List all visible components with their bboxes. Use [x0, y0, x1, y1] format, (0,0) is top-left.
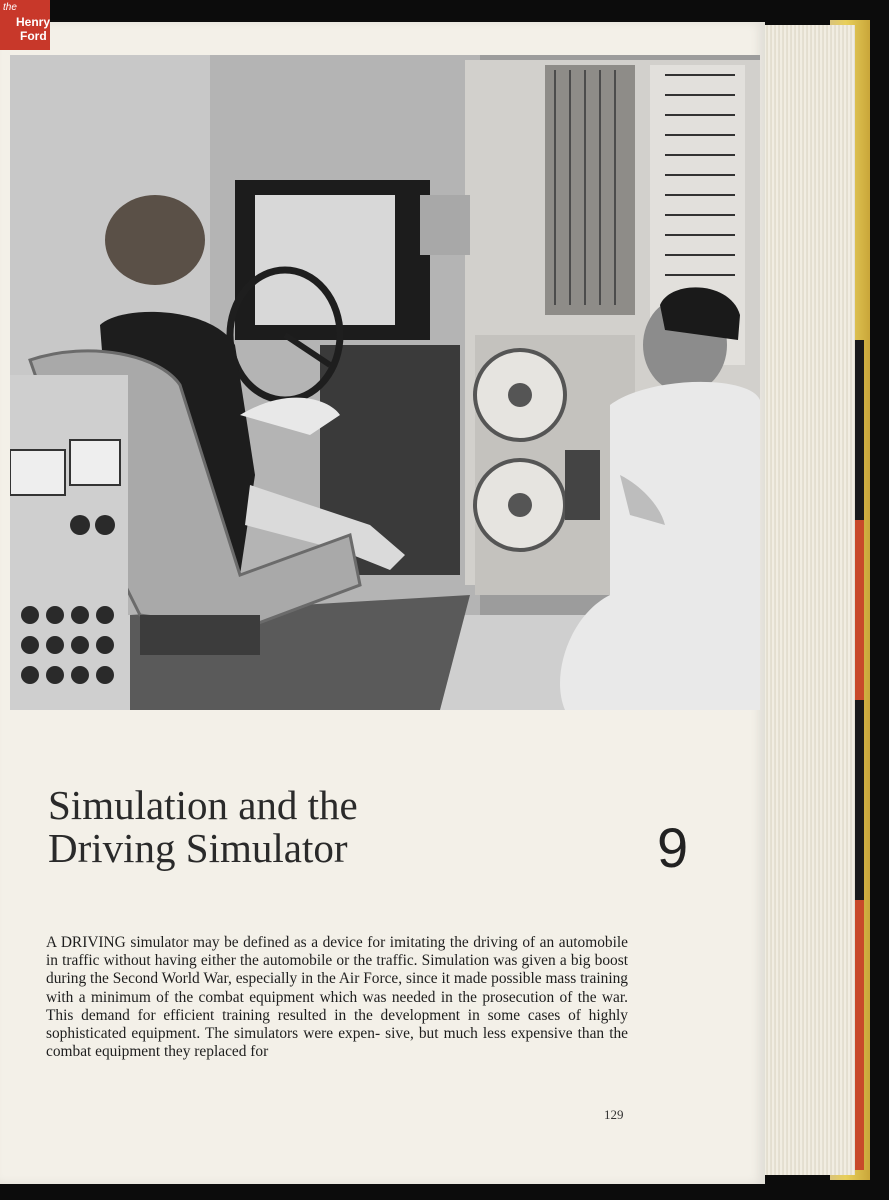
text-line: especially in the Air Force, since it made possible mass training with a: [46, 970, 628, 1006]
text-line: traffic. Simulation was given a big boost during the Second World War,: [46, 952, 629, 988]
text-line: of an automobile in traffic without having either the automobile or the: [46, 934, 629, 970]
text-line: sive, but much less expensive than the combat equipment they replaced for: [46, 1025, 628, 1061]
driving-simulator-photo: [10, 55, 760, 710]
chapter-title-line-1: Simulation and the: [48, 782, 358, 828]
text-line: minimum of the combat equipment which was needed in the prosecution of: [90, 988, 573, 1006]
logo-henry: Henry: [16, 15, 51, 29]
chapter-title: [48, 784, 608, 870]
henry-ford-logo: [0, 0, 50, 50]
book-page: [0, 22, 765, 1184]
page-edges: [760, 25, 855, 1175]
body-paragraph: [46, 934, 628, 1061]
page-number: 129: [604, 1107, 624, 1122]
logo-ford: Ford: [20, 29, 47, 43]
logo-the: the: [3, 2, 17, 13]
text-line: A DRIVING simulator may be defined as a device for imitating the driving: [46, 934, 518, 951]
chapter-title-line-2: Driving Simulator: [48, 825, 348, 871]
text-line: some cases of highly sophisticated equipment. The simulators were expen-: [46, 1006, 628, 1043]
text-line: the war. This demand for efficient training resulted in the development in: [46, 988, 628, 1024]
chapter-number: 9: [657, 816, 689, 879]
